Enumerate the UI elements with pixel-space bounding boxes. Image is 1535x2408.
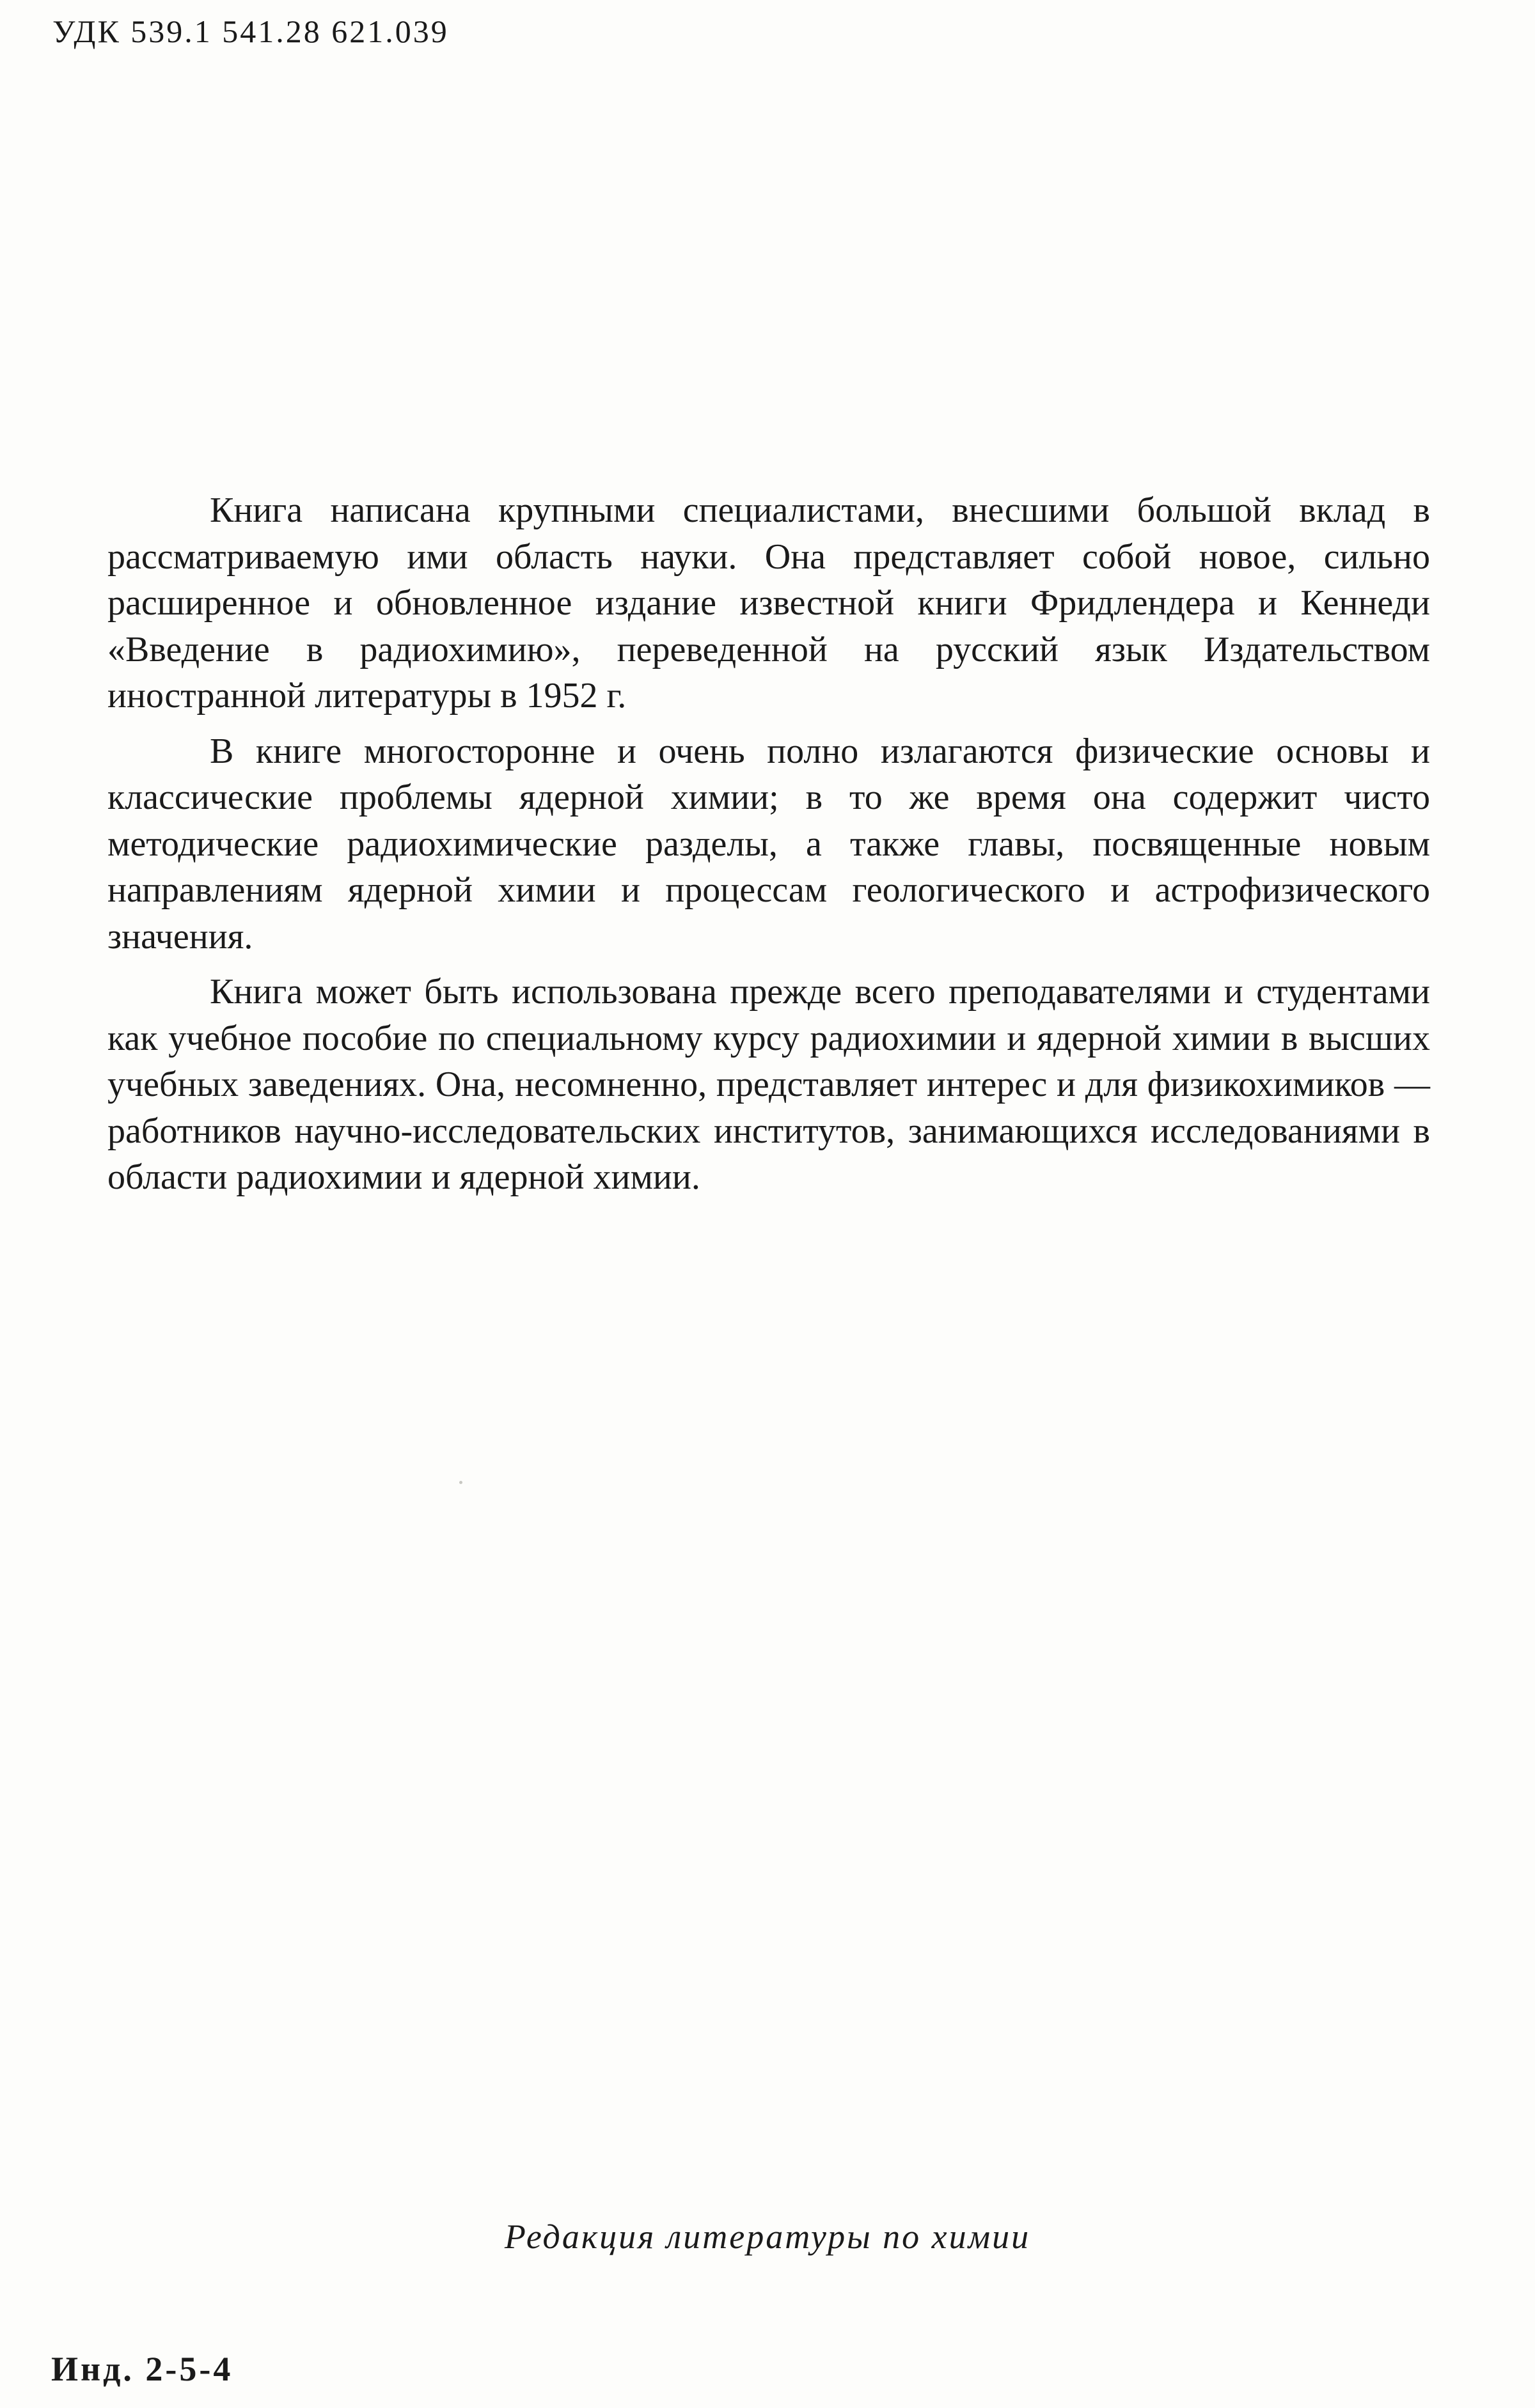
udk-classification: УДК 539.1 541.28 621.039 (52, 13, 449, 49)
index-code: Инд. 2-5-4 (51, 2350, 233, 2388)
annotation-paragraph: В книге многосторонне и очень полно излагаются физические основы и классические проблемы ядерной химии; в то же время она содержит чисто методические радиохимические разделы, а также главы, посвященные новым направлениям ядерной химии и процессам геологического и астрофизического значения. (107, 731, 1430, 957)
book-annotation (107, 487, 1430, 1210)
annotation-paragraph: Книга написана крупными специалистами, внесшими большой вклад в рассматриваемую ими область науки. Она представляет собой новое, сильно расширенное и обновленное издание известной книги Фридлендера и Кеннеди «Введение в радиохимию», переведенной на русский язык Издательством иностранной литературы в 1952 г. (107, 490, 1430, 715)
print-speck (459, 1481, 462, 1484)
annotation-paragraph: Книга может быть использована прежде всего преподавателями и студентами как учебное пособие по специальному курсу радиохимии и ядерной химии в высших учебных заведениях. Она, несомненно, представляет интерес и для физикохимиков — работников научно-исследовательских институтов, занимающихся исследованиями в области радиохимии и ядерной химии. (107, 972, 1430, 1197)
editorial-office: Редакция литературы по химии (504, 2217, 1031, 2256)
